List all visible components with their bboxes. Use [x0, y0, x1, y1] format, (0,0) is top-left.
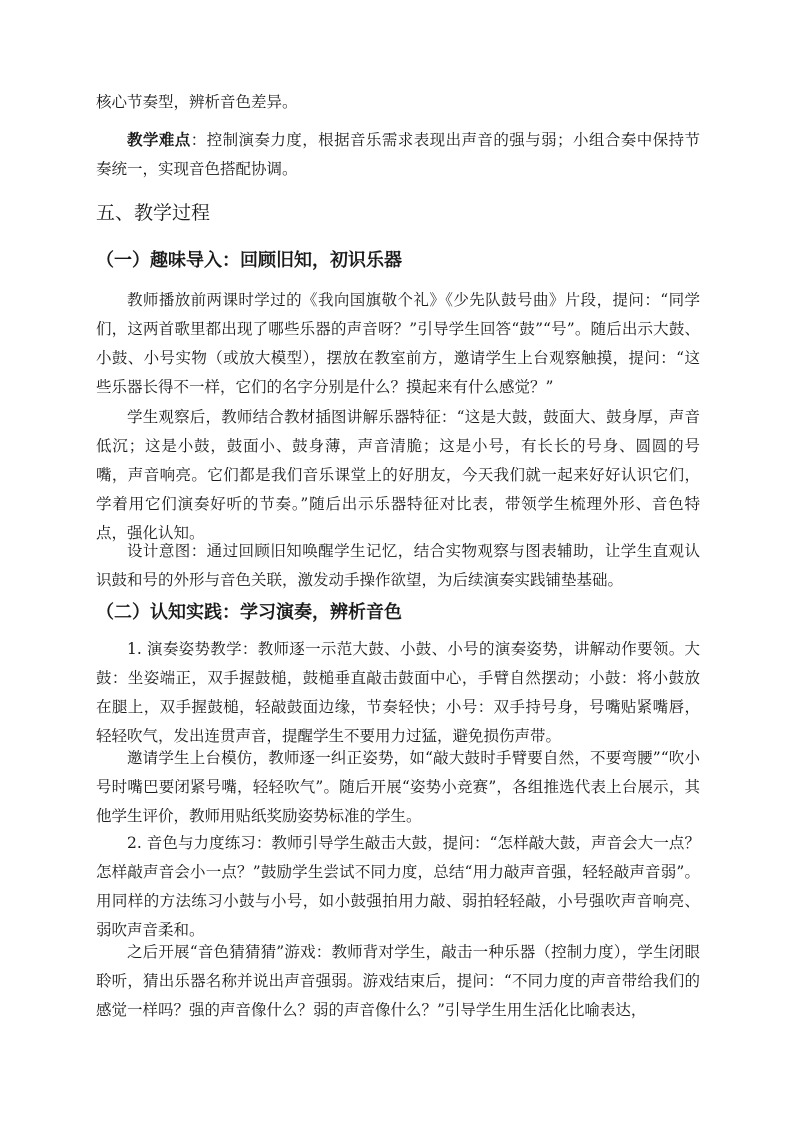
- part1-paragraph-2: 学生观察后，教师结合教材插图讲解乐器特征：“这是大鼓，鼓面大、鼓身厚，声音低沉；这是小鼓，鼓面小、鼓身薄，声音清脆；这是小号，有长长的号身、圆圆的号嘴，声音响亮。它们都是我们音乐课堂上的好朋友，今天我们就一起来好好认识它们，学着用它们演奏好听的节奏。”随后出示乐器特征对比表，带领学生梳理外形、音色特点，强化认知。: [96, 408, 700, 542]
- part2-heading: （二）认知实践：学习演奏，辨析音色: [96, 602, 402, 623]
- part2-paragraph-2: 邀请学生上台模仿，教师逐一纠正姿势，如“敲大鼓时手臂要自然，不要弯腰”“吹小号时嘴巴要闭紧号嘴，轻轻吹气”。随后开展“姿势小竞赛”，各组推选代表上台展示，其他学生评价，教师用贴纸奖励姿势标准的学生。: [96, 749, 700, 825]
- part1-heading: （一）趣味导入：回顾旧知，初识乐器: [96, 250, 402, 271]
- section-heading-process: 五、教学过程: [96, 202, 211, 224]
- part2-paragraph-1: 1. 演奏姿势教学：教师逐一示范大鼓、小鼓、小号的演奏姿势，讲解动作要领。大鼓：坐姿端正，双手握鼓槌，鼓槌垂直敲击鼓面中心，手臂自然摆动；小鼓：将小鼓放在腿上，双手握鼓槌，轻敲鼓面边缘，节奏轻快；小号：双手持号身，号嘴贴紧嘴唇，轻轻吹气，发出连贯声音，提醒学生不要用力过猛，避免损伤声带。: [96, 640, 700, 745]
- part2-paragraph-4: 之后开展“音色猜猜猜”游戏：教师背对学生，敲击一种乐器（控制力度），学生闭眼聆听，猜出乐器名称并说出声音强弱。游戏结束后，提问：“不同力度的声音带给我们的感觉一样吗？强的声音像什么？弱的声音像什么？”引导学生用生活化比喻表达，: [96, 943, 700, 1019]
- difficulty-paragraph: [96, 125, 700, 184]
- difficulty-label: 教学难点: [127, 130, 191, 149]
- part1-paragraph-3: 设计意图：通过回顾旧知唤醒学生记忆，结合实物观察与图表辅助，让学生直观认识鼓和号的外形与音色关联，激发动手操作欲望，为后续演奏实践铺垫基础。: [96, 542, 700, 589]
- difficulty-text: ：控制演奏力度，根据音乐需求表现出声音的强与弱；小组合奏中保持节奏统一，实现音色搭配协调。: [96, 131, 700, 178]
- intro-line: 核心节奏型，辨析音色差异。: [96, 93, 298, 111]
- part1-paragraph-1: 教师播放前两课时学过的《我向国旗敬个礼》《少先队鼓号曲》片段，提问：“同学们，这两首歌里都出现了哪些乐器的声音呀？”引导学生回答“鼓”“号”。随后出示大鼓、小鼓、小号实物（或放大模型），摆放在教室前方，邀请学生上台观察触摸，提问：“这些乐器长得不一样，它们的名字分别是什么？摸起来有什么感觉？”: [96, 291, 700, 396]
- part2-paragraph-3: 2. 音色与力度练习：教师引导学生敲击大鼓，提问：“怎样敲大鼓，声音会大一点？怎样敲声音会小一点？”鼓励学生尝试不同力度，总结“用力敲声音强，轻轻敲声音弱”。用同样的方法练习小鼓与小号，如小鼓强拍用力敲、弱拍轻轻敲，小号强吹声音响亮、弱吹声音柔和。: [96, 834, 700, 939]
